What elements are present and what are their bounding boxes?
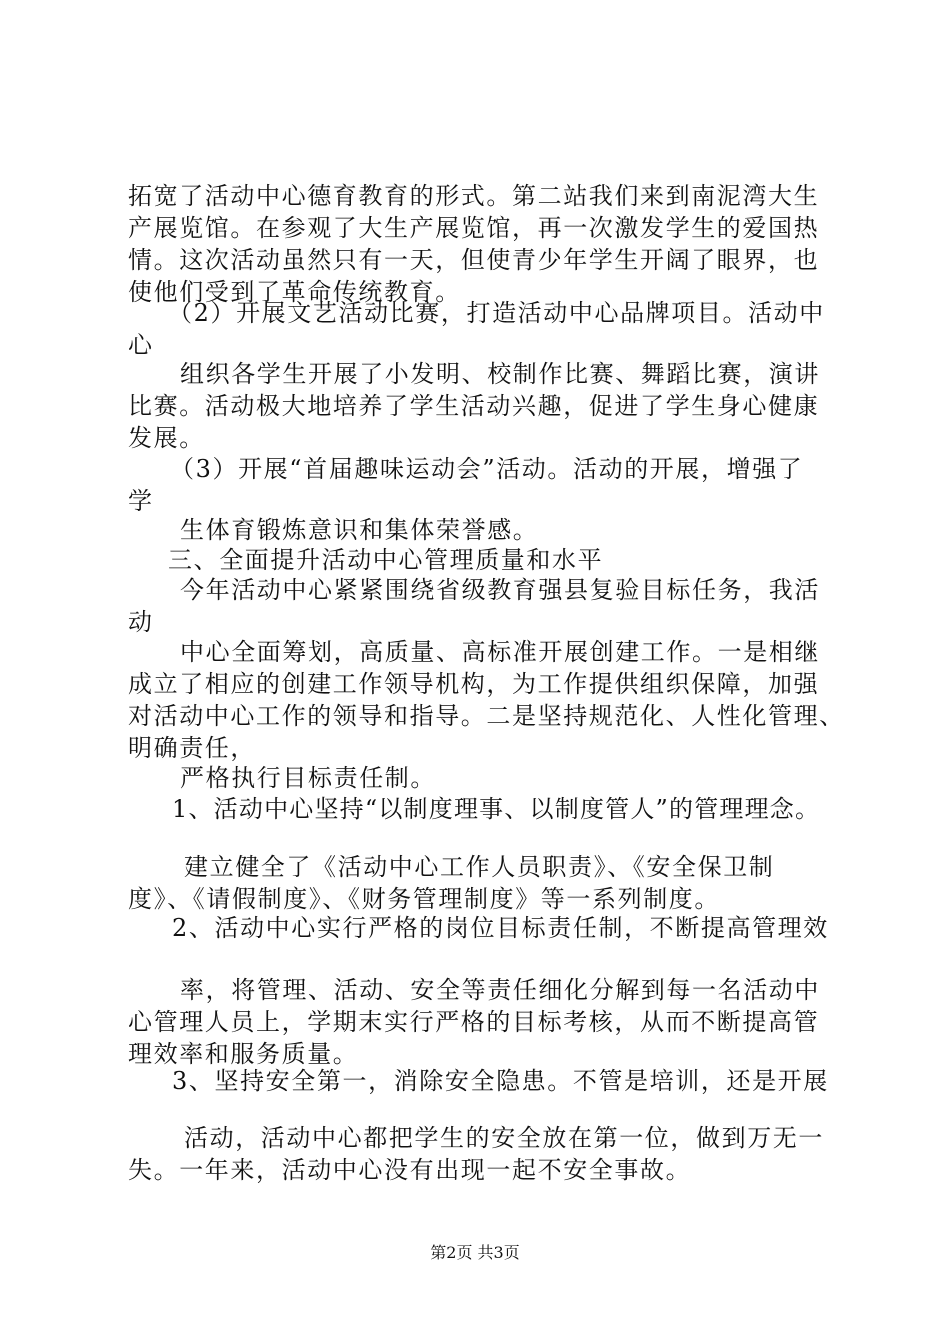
body-text-line: 中心全面筹划，高质量、高标准开展创建工作。一是相继 <box>180 638 820 666</box>
body-text-line: （2）开展文艺活动比赛，打造活动中心品牌项目。活动中 <box>168 299 825 327</box>
body-text-line: 明确责任， <box>128 734 256 762</box>
body-text-line: 组织各学生开展了小发明、校制作比赛、舞蹈比赛，演讲 <box>180 360 820 388</box>
body-text-line: 成立了相应的创建工作领导机构，为工作提供组织保障，加强 <box>128 670 820 698</box>
body-text-line: 心管理人员上，学期末实行严格的目标考核，从而不断提高管 <box>128 1008 820 1036</box>
body-text-line: 心 <box>128 331 154 359</box>
body-text-line: 情。这次活动虽然只有一天，但使青少年学生开阔了眼界，也 <box>128 246 820 274</box>
body-text-line: 今年活动中心紧紧围绕省级教育强县复验目标任务，我活 <box>180 576 820 604</box>
body-text-line: 活动，活动中心都把学生的安全放在第一位，做到万无一 <box>184 1124 824 1152</box>
body-text-line: 3、坚持安全第一，消除安全隐患。不管是培训，还是开展 <box>172 1067 829 1095</box>
body-text-line: 产展览馆。在参观了大生产展览馆，再一次激发学生的爱国热 <box>128 214 820 242</box>
body-text-line: 率，将管理、活动、安全等责任细化分解到每一名活动中 <box>180 976 820 1004</box>
body-text-line: 对活动中心工作的领导和指导。二是坚持规范化、人性化管理、 <box>128 702 845 730</box>
body-text-line: 动 <box>128 608 154 636</box>
body-text-line: 比赛。活动极大地培养了学生活动兴趣，促进了学生身心健康 <box>128 392 820 420</box>
body-text-line: 理效率和服务质量。 <box>128 1040 359 1068</box>
section-heading: 三、全面提升活动中心管理质量和水平 <box>168 546 604 574</box>
body-text-line: 度》、《请假制度》、《财务管理制度》等一系列制度。 <box>128 885 720 913</box>
body-text-line: 生体育锻炼意识和集体荣誉感。 <box>180 516 539 544</box>
page-number-footer: 第2页 共3页 <box>430 1243 520 1262</box>
body-text-line: 拓宽了活动中心德育教育的形式。第二站我们来到南泥湾大生 <box>128 182 820 210</box>
body-text-line: 建立健全了《活动中心工作人员职责》、《安全保卫制 <box>184 853 775 881</box>
body-text-line: 使他们受到了革命传统教育。 <box>128 278 461 306</box>
body-text-line: 2、活动中心实行严格的岗位目标责任制，不断提高管理效 <box>172 914 829 942</box>
body-text-line: 失。一年来，活动中心没有出现一起不安全事故。 <box>128 1156 692 1184</box>
body-text-line: 1、活动中心坚持“以制度理事、以制度管人”的管理理念。 <box>172 795 821 823</box>
body-text-line: 严格执行目标责任制。 <box>180 764 436 792</box>
body-text-line: （3）开展“首届趣味运动会”活动。活动的开展，增强了 <box>170 455 804 483</box>
body-text-line: 学 <box>128 487 154 515</box>
body-text-line: 发展。 <box>128 424 205 452</box>
